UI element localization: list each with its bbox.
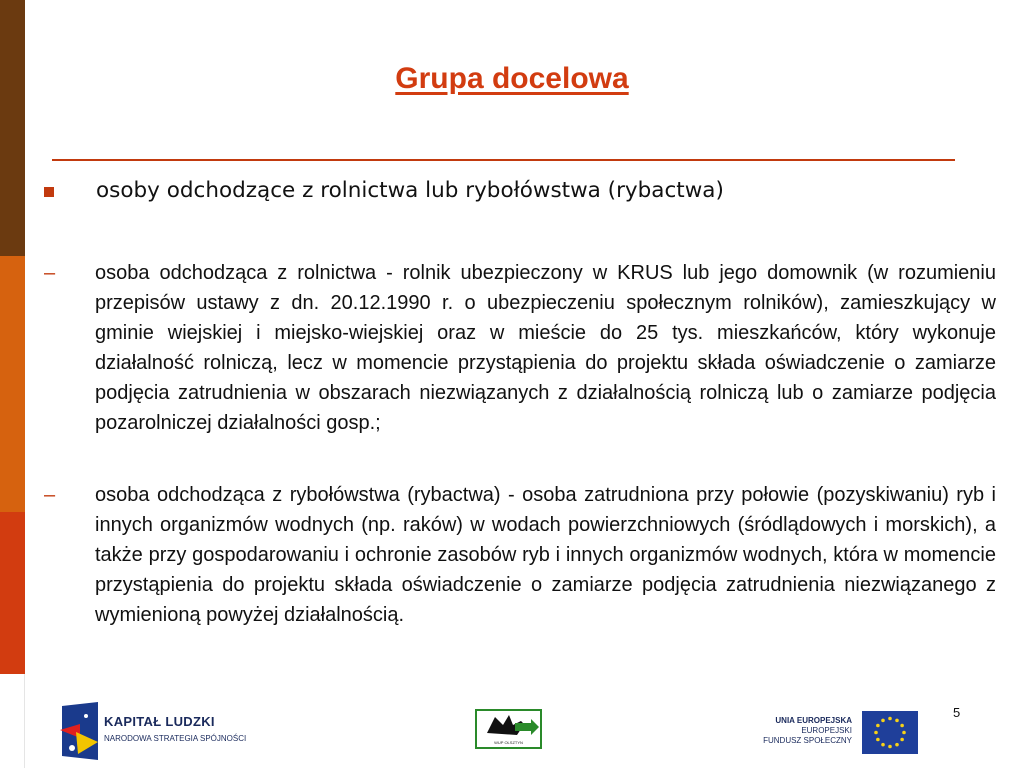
eu-star-icon bbox=[902, 731, 906, 735]
dash-bullet-icon: – bbox=[44, 262, 56, 284]
eu-star-icon bbox=[888, 717, 892, 721]
eu-star-icon bbox=[874, 731, 878, 735]
sidebar-segment-orange bbox=[0, 256, 25, 512]
eu-star-icon bbox=[895, 719, 899, 723]
title-divider bbox=[52, 159, 955, 161]
wup-logo bbox=[475, 709, 542, 749]
eu-star-icon bbox=[881, 719, 885, 723]
eu-star-icon bbox=[900, 724, 904, 728]
wup-emblem-icon bbox=[477, 711, 540, 741]
eu-star-icon bbox=[895, 743, 899, 747]
sub-item-text: osoba odchodząca z rolnictwa - rolnik ubezpieczony w KRUS lub jego domownik (w rozumieniu przepisów ustawy z dn. 20.12.1990 r. o ubezpieczeniu społecznym rolników), zamieszkujący w gminie wiejskiej i miejsko-wiejskiej oraz w mieście do 25 tys. mieszkańców, który wykonuje działalność rolniczą, lecz w momencie przystąpienia do projektu składa oświadczenie o zamiarze podjęcia zatrudnienia w obszarach niezwiązanych z działalnością rolniczą lub o zamiarze podjęcia pozarolniczej działalności gosp.; bbox=[95, 262, 996, 434]
main-bullet-text: osoby odchodzące z rolnictwa lub rybołówstwa (rybactwa) bbox=[96, 178, 724, 203]
sidebar-segment-red bbox=[0, 512, 25, 674]
kapital-ludzki-logo bbox=[58, 702, 258, 760]
sub-item-text: osoba odchodząca z rybołówstwa (rybactwa) - osoba zatrudniona przy połowie (pozyskiwaniu) ryb i innych organizmów wodnych (np. raków) w wodach powierzchniowych (śródlądowych i morskich), a także przy gospodarowaniu i ochronie zasobów ryb i innych organizmów wodnych, która w momencie przystąpienia do projektu składa oświadczenie o zamiarze podjęcia zatrudnienia niezwiązanego z wymienioną powyżej działalnością. bbox=[95, 484, 996, 626]
sidebar-segment-brown bbox=[0, 0, 25, 256]
eu-star-icon bbox=[876, 724, 880, 728]
wup-logo-text: WUP OLSZTYN bbox=[494, 740, 523, 745]
eu-text bbox=[760, 716, 852, 746]
kapital-ludzki-subtitle: NARODOWA STRATEGIA SPÓJNOŚCI bbox=[104, 734, 247, 743]
kapital-ludzki-title: KAPITAŁ LUDZKI bbox=[104, 714, 215, 729]
eu-star-icon bbox=[876, 738, 880, 742]
eu-star-icon bbox=[900, 738, 904, 742]
eu-line-3: FUNDUSZ SPOŁECZNY bbox=[763, 736, 852, 745]
eu-star-icon bbox=[881, 743, 885, 747]
eu-star-icon bbox=[888, 745, 892, 749]
dash-bullet-icon: – bbox=[44, 484, 56, 506]
sidebar-stripe bbox=[0, 0, 25, 768]
eu-line-2: EUROPEJSKI bbox=[801, 726, 852, 735]
eu-flag-icon bbox=[862, 711, 918, 754]
kapital-ludzki-emblem-icon bbox=[58, 702, 102, 760]
sidebar-segment-white bbox=[0, 674, 25, 768]
sub-item-fishery bbox=[44, 480, 996, 630]
slide-title: Grupa docelowa bbox=[395, 62, 629, 95]
page-number: 5 bbox=[953, 705, 961, 720]
eu-line-1: UNIA EUROPEJSKA bbox=[775, 716, 852, 725]
sub-item-agriculture bbox=[44, 258, 996, 438]
square-bullet-icon bbox=[44, 187, 54, 197]
